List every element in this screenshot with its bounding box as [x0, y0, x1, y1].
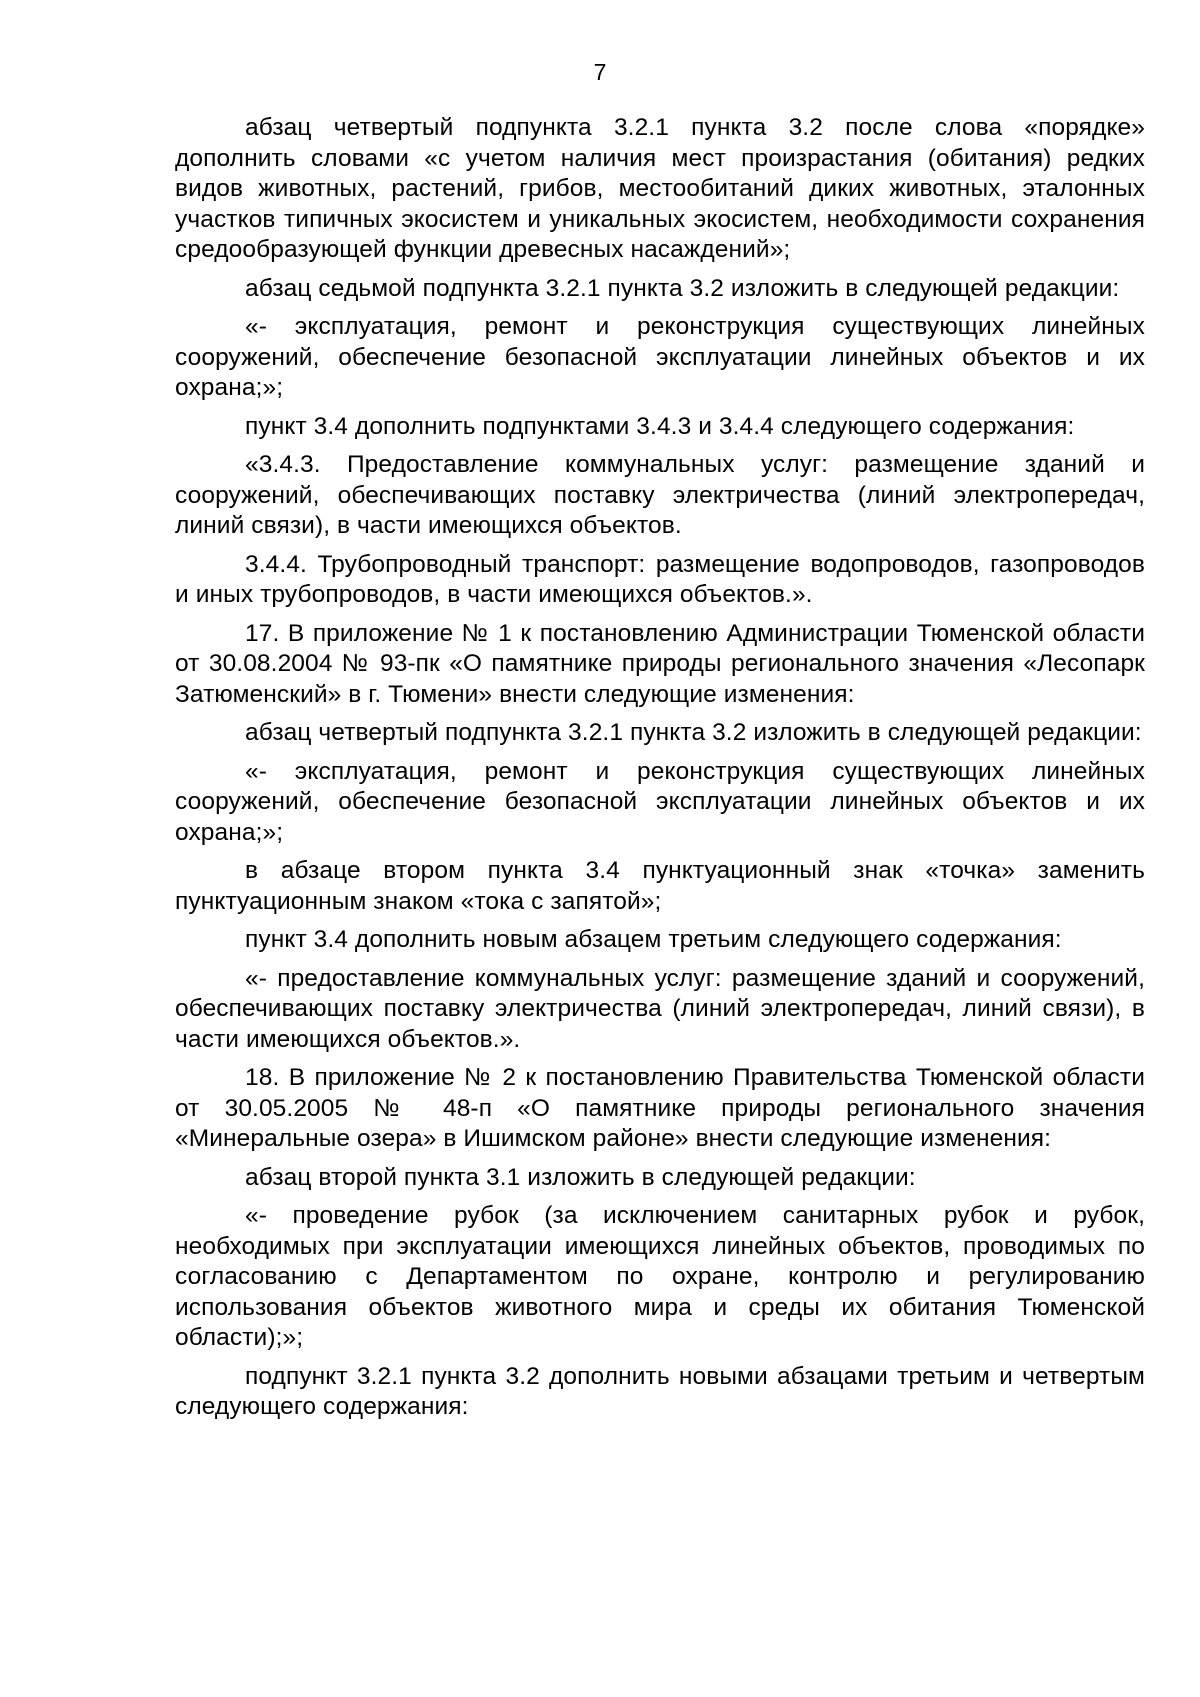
- paragraph-5: «3.4.3. Предоставление коммунальных услуг: размещение зданий и сооружений, обеспечивающих поставку электричества (линий электропередач, линий связи), в части имеющихся объектов.: [175, 451, 1145, 539]
- paragraph-13: 18. В приложение № 2 к постановлению Правительства Тюменской области от 30.05.2005 № 48-п «О памятнике природы регионального значения «Минеральные озера» в Ишимском районе» внести следующие изменения:: [175, 1064, 1145, 1152]
- paragraph-16: подпункт 3.2.1 пункта 3.2 дополнить новыми абзацами третьим и четвертым следующего содержания:: [175, 1362, 1145, 1420]
- paragraph-12: «- предоставление коммунальных услуг: размещение зданий и сооружений, обеспечивающих поставку электричества (линий электропередач, линий связи), в части имеющихся объектов.».: [175, 964, 1145, 1053]
- paragraph-2: абзац седьмой подпункта 3.2.1 пункта 3.2 изложить в следующей редакции:: [245, 274, 1120, 302]
- paragraph-14: абзац второй пункта 3.1 изложить в следующей редакции:: [245, 1163, 916, 1191]
- paragraph-15: «- проведение рубок (за исключением санитарных рубок и рубок, необходимых при эксплуатации имеющихся линейных объектов, проводимых по согласованию с Департаментом по охране, контролю и регулированию использования объектов животного мира и среды их обитания Тюменской области);»;: [175, 1202, 1145, 1351]
- paragraph-6: 3.4.4. Трубопроводный транспорт: размещение водопроводов, газопроводов и иных трубопроводов, в части имеющихся объектов.».: [175, 550, 1145, 608]
- paragraph-1: абзац четвертый подпункта 3.2.1 пункта 3.2 после слова «порядке» дополнить словами «с учетом наличия мест произрастания (обитания) редких видов животных, растений, грибов, местообитаний диких животных, эталонных участков типичных экосистем и уникальных экосистем, необходимости сохранения средообразующей функции древесных насаждений»;: [175, 114, 1145, 263]
- page-number: 7: [593, 59, 607, 85]
- paragraph-7: 17. В приложение № 1 к постановлению Администрации Тюменской области от 30.08.2004 № 93-пк «О памятнике природы регионального значения «Лесопарк Затюменский» в г. Тюмени» внести следующие изменения:: [175, 619, 1145, 708]
- paragraph-11: пункт 3.4 дополнить новым абзацем третьим следующего содержания:: [245, 926, 1062, 953]
- paragraph-9: «- эксплуатация, ремонт и реконструкция существующих линейных сооружений, обеспечение безопасной эксплуатации линейных объектов и их охрана;»;: [175, 757, 1145, 846]
- paragraph-8: абзац четвертый подпункта 3.2.1 пункта 3.2 изложить в следующей редакции:: [245, 719, 1142, 746]
- paragraph-3: «- эксплуатация, ремонт и реконструкция существующих линейных сооружений, обеспечение безопасной эксплуатации линейных объектов и их охрана;»;: [175, 313, 1145, 401]
- paragraph-10: в абзаце втором пункта 3.4 пунктуационный знак «точка» заменить пунктуационным знаком «тока с запятой»;: [175, 857, 1145, 915]
- paragraph-4: пункт 3.4 дополнить подпунктами 3.4.3 и 3.4.4 следующего содержания:: [245, 412, 1075, 440]
- document-body: [175, 113, 1145, 1431]
